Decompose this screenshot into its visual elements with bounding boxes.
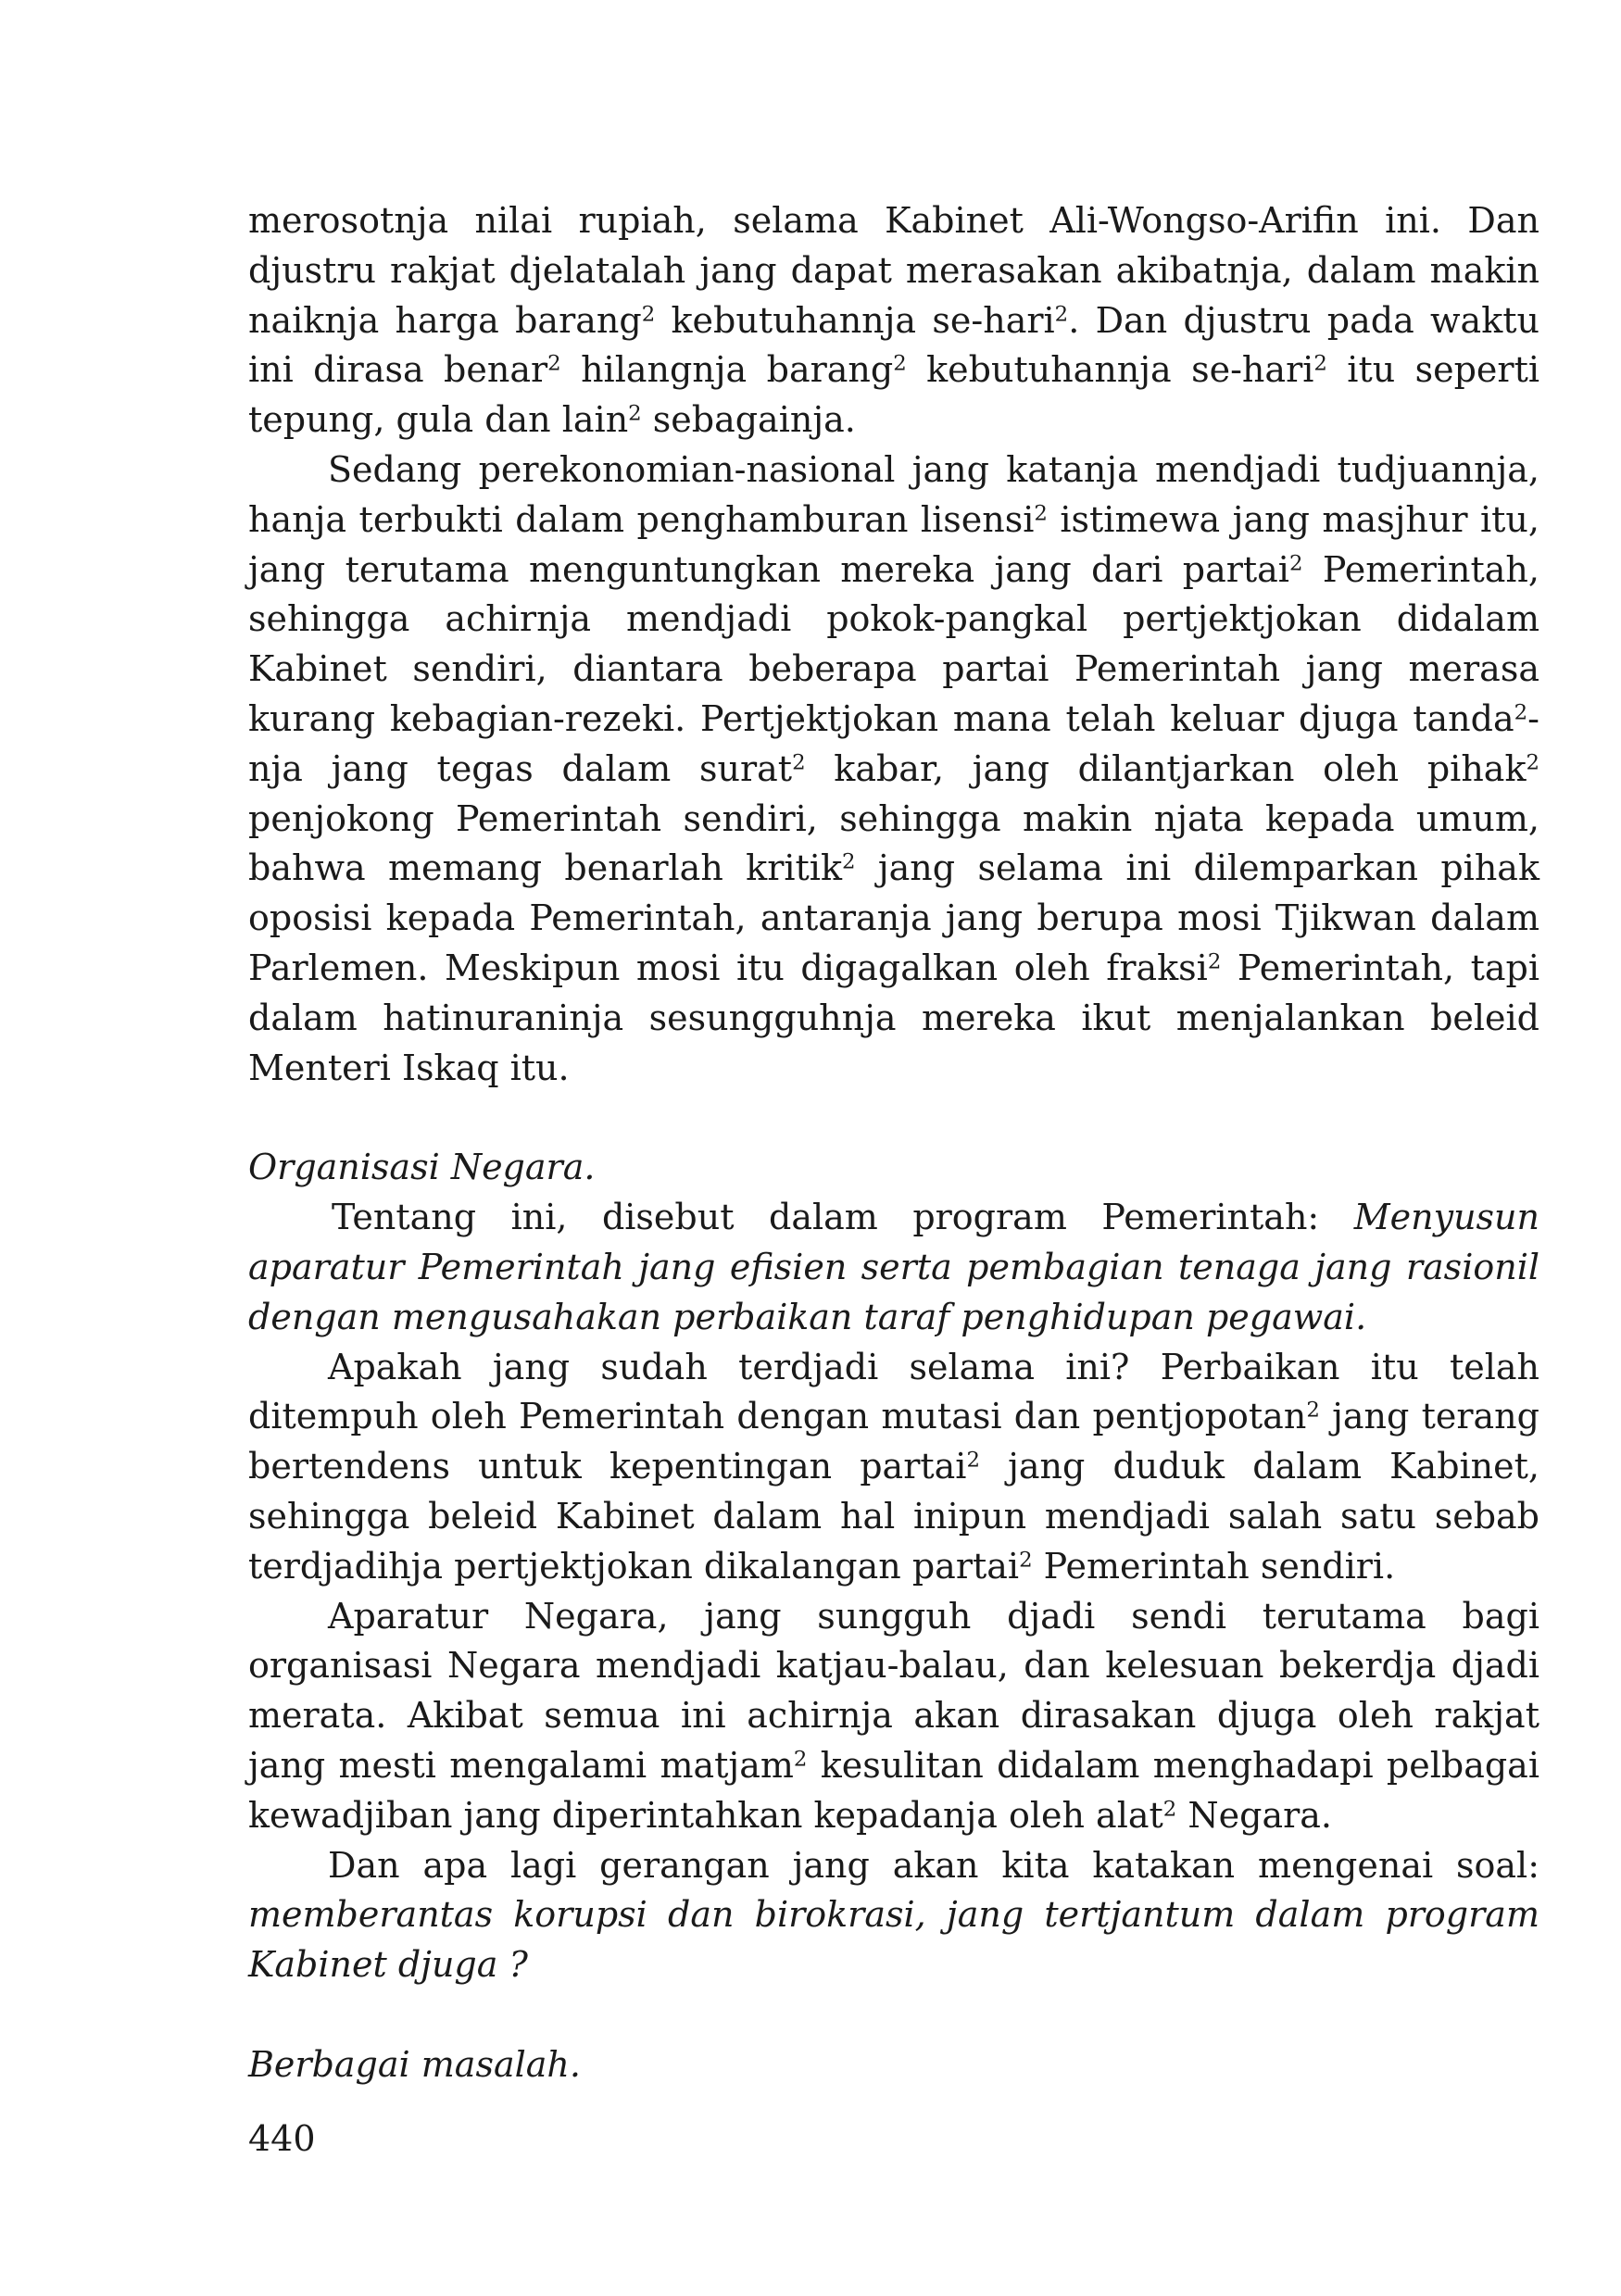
page-body [248, 196, 1539, 2090]
paragraph-3: Tentang ini, disebut dalam program Pemerintah: Menyusun aparatur Pemerintah jang efisien serta pembagian tenaga jang rasionil dengan mengusahakan perbaikan taraf penghidupan pegawai. [248, 1197, 1539, 1337]
section-heading-berbagai-masalah: Berbagai masalah. [248, 2043, 581, 2085]
section-gap [248, 1990, 1539, 2040]
page-number: 440 [248, 2118, 316, 2159]
paragraph-2: Sedang perekonomian-nasional jang katanja mendjadi tudjuannja, hanja terbukti dalam penghamburan lisensi$^2$ istimewa jang masjhur itu, jang terutama menguntungkan mereka jang dari partai$^2$ Pemerintah, sehingga achirnja mendjadi pokok-pangkal pertjektjokan didalam Kabinet sendiri, diantara beberapa partai Pemerintah jang merasa kurang kebagian-rezeki. Pertjektjokan mana telah keluar djuga tanda$^2$-nja jang tegas dalam surat$^2$ kabar, jang dilantjarkan oleh pihak$^2$ penjokong Pemerintah sendiri, sehingga makin njata kepada umum, bahwa memang benarlah kritik$^2$ jang selama ini dilemparkan pihak oposisi kepada Pemerintah, antaranja jang berupa mosi Tjikwan dalam Parlemen. Meskipun mosi itu digagalkan oleh fraksi$^2$ Pemerintah, tapi dalam hatinuraninja sesungguhnja mereka ikut menjalankan beleid Menteri Iskaq itu. [248, 448, 1539, 1088]
section-heading-organisasi-negara: Organisasi Negara. [248, 1147, 596, 1188]
paragraph-4: Apakah jang sudah terdjadi selama ini? Perbaikan itu telah ditempuh oleh Pemerintah dengan mutasi dan pentjopotan$^2$ jang terang bertendens untuk kepentingan partai$^2$ jang duduk dalam Kabinet, sehingga beleid Kabinet dalam hal inipun mendjadi salah satu sebab terdjadihja pertjektjokan dikalangan partai$^2$ Pemerintah sendiri. [248, 1346, 1539, 1587]
paragraph-1: merosotnja nilai rupiah, selama Kabinet Ali-Wongso-Arifin ini. Dan djustru rakjat djelatalah jang dapat merasakan akibatnja, dalam makin naiknja harga barang$^2$ kebutuhannja se-hari$^2$. Dan djustru pada waktu ini dirasa benar$^2$ hilangnja barang$^2$ kebutuhannja se-hari$^2$ itu seperti tepung, gula dan lain$^2$ sebagainja. [248, 200, 1539, 441]
section-gap [248, 1093, 1539, 1143]
paragraph-5: Aparatur Negara, jang sungguh djadi sendi terutama bagi organisasi Negara mendjadi katjau-balau, dan kelesuan bekerdja djadi merata. Akibat semua ini achirnja akan dirasakan djuga oleh rakjat jang mesti mengalami matjam$^2$ kesulitan didalam menghadapi pelbagai kewadjiban jang diperintahkan kepadanja oleh alat$^2$ Negara. [248, 1595, 1539, 1836]
paragraph-6: Dan apa lagi gerangan jang akan kita katakan mengenai soal: memberantas korupsi dan birokrasi, jang tertjantum dalam program Kabinet djuga ? [248, 1844, 1539, 1986]
